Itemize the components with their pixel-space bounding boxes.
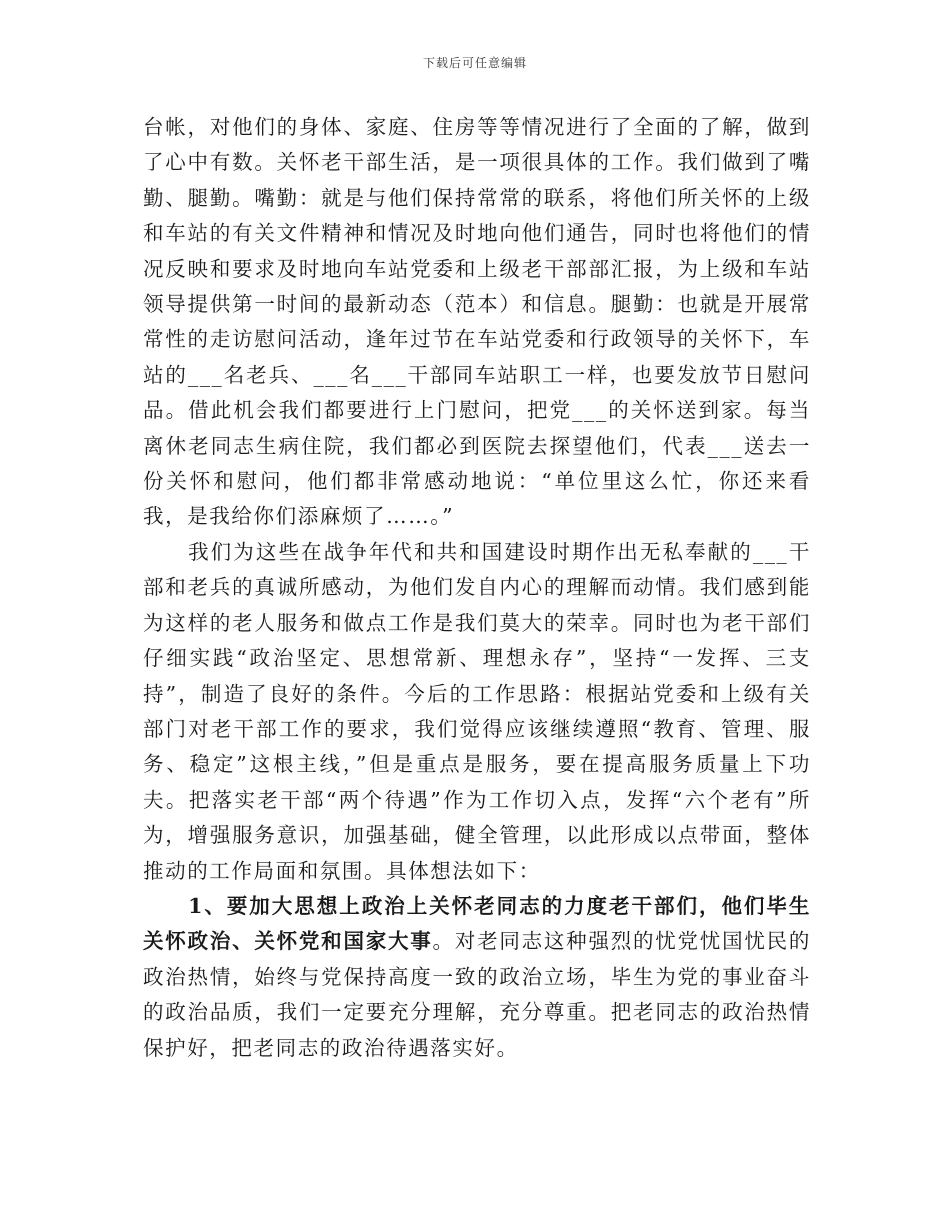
point-one-heading: 1、要加大思想上政治上关怀老同志的力度老干部们，他们毕生关怀政治、关怀党和国家大事	[143, 893, 811, 954]
paragraph-work-approach: 我们为这些在战争年代和共和国建设时期作出无私奉献的___干部和老兵的真诚所感动，为他们发自内心的理解而动情。我们感到能为这样的老人服务和做点工作是我们莫大的荣幸。同时也为老干部们仔细实践“政治坚定、思想常新、理想永存”，坚持“一发挥、三支持”，制造了良好的条件。今后的工作思路：根据站党委和上级有关部门对老干部工作的要求，我们觉得应该继续遵照“教育、管理、服务、稳定”这根主线，”但是重点是服务，要在提高服务质量上下功夫。把落实老干部“两个待遇”作为工作切入点，发挥“六个老有”所为，增强服务意识，加强基础，健全管理，以此形成以点带面，整体推动的工作局面和氛围。具体想法如下：	[143, 539, 811, 883]
document-body	[143, 110, 811, 1066]
paragraph-continuation: 台帐，对他们的身体、家庭、住房等等情况进行了全面的了解，做到了心中有数。关怀老干部生活，是一项很具体的工作。我们做到了嘴勤、腿勤。嘴勤：就是与他们保持常常的联系，将他们所关怀的上级和车站的有关文件精神和情况及时地向他们通告，同时也将他们的情况反映和要求及时地向车站党委和上级老干部部汇报，为上级和车站领导提供第一时间的最新动态（范本）和信息。腿勤：也就是开展常常性的走访慰问活动，逢年过节在车站党委和行政领导的关怀下，车站的___名老兵、___名___干部同车站职工一样，也要发放节日慰问品。借此机会我们都要进行上门慰问，把党___的关怀送到家。每当离休老同志生病住院，我们都必到医院去探望他们，代表___送去一份关怀和慰问，他们都非常感动地说：“单位里这么忙，你还来看我，是我给你们添麻烦了……。”	[143, 115, 811, 529]
point-one-body: 。对老同志这种强烈的忧党忧国忧民的政治热情，始终与党保持高度一致的政治立场，毕生为党的事业奋斗的政治品质，我们一定要充分理解，充分尊重。把老同志的政治热情保护好，把老同志的政治待遇落实好。	[143, 929, 811, 1060]
page-header-watermark: 下载后可任意编辑	[422, 56, 527, 70]
paragraph-point-one	[143, 889, 811, 1066]
